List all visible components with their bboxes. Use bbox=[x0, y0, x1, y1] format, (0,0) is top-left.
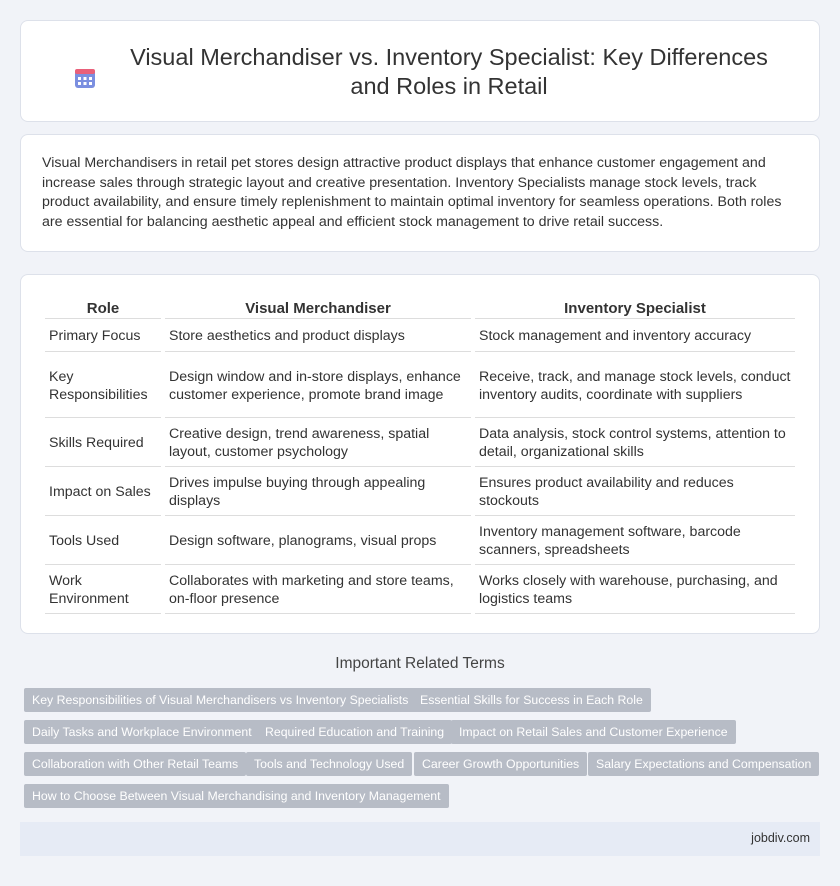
row-role-cell: Skills Required bbox=[45, 420, 161, 467]
comparison-table bbox=[41, 295, 799, 616]
table-row bbox=[45, 420, 795, 467]
page-title: Visual Merchandiser vs. Inventory Specialist: Key Differences and Roles in Retail bbox=[130, 44, 768, 99]
row-visual-merchandiser-cell: Drives impulse buying through appealing displays bbox=[165, 469, 471, 516]
row-role-cell: Tools Used bbox=[45, 518, 161, 565]
row-inventory-specialist-cell: Inventory management software, barcode scanners, spreadsheets bbox=[475, 518, 795, 565]
row-inventory-specialist-cell: Ensures product availability and reduces stockouts bbox=[475, 469, 795, 516]
related-term-tag[interactable]: Salary Expectations and Compensation bbox=[588, 752, 819, 776]
row-inventory-specialist-cell: Data analysis, stock control systems, attention to detail, organizational skills bbox=[475, 420, 795, 467]
related-term-tag[interactable]: How to Choose Between Visual Merchandising and Inventory Management bbox=[24, 784, 449, 808]
row-role-cell: Impact on Sales bbox=[45, 469, 161, 516]
related-terms-heading: Important Related Terms bbox=[335, 655, 505, 672]
header-visual-merchandiser: Visual Merchandiser bbox=[165, 297, 471, 319]
related-term-tag[interactable]: Essential Skills for Success in Each Role bbox=[412, 688, 651, 712]
table-row bbox=[45, 469, 795, 516]
related-term-tag[interactable]: Collaboration with Other Retail Teams bbox=[24, 752, 246, 776]
row-visual-merchandiser-cell: Design window and in-store displays, enhance customer experience, promote brand image bbox=[165, 354, 471, 418]
header-role: Role bbox=[45, 297, 161, 319]
related-term-tag[interactable]: Career Growth Opportunities bbox=[414, 752, 587, 776]
table-row bbox=[45, 354, 795, 418]
row-role-cell: Primary Focus bbox=[45, 321, 161, 352]
row-role-cell: Key Responsibilities bbox=[45, 354, 161, 418]
intro-card bbox=[20, 134, 820, 252]
table-header-row bbox=[45, 297, 795, 319]
row-visual-merchandiser-cell: Store aesthetics and product displays bbox=[165, 321, 471, 352]
row-visual-merchandiser-cell: Design software, planograms, visual props bbox=[165, 518, 471, 565]
related-term-tag[interactable]: Daily Tasks and Workplace Environment bbox=[24, 720, 260, 744]
row-visual-merchandiser-cell: Collaborates with marketing and store teams, on-floor presence bbox=[165, 567, 471, 614]
row-inventory-specialist-cell: Works closely with warehouse, purchasing, and logistics teams bbox=[475, 567, 795, 614]
related-term-tag[interactable]: Key Responsibilities of Visual Merchandisers vs Inventory Specialists bbox=[24, 688, 416, 712]
table-row bbox=[45, 567, 795, 614]
title-card bbox=[20, 20, 820, 122]
related-term-tag[interactable]: Required Education and Training bbox=[257, 720, 452, 744]
related-term-tag[interactable]: Tools and Technology Used bbox=[246, 752, 412, 776]
comparison-card bbox=[20, 274, 820, 634]
intro-paragraph: Visual Merchandisers in retail pet stores design attractive product displays that enhance customer engagement and increase sales through strategic layout and creative presentation. Inventory Specialists manage stock levels, track product availability, and ensure timely replenishment to maintain optimal inventory for seamless operations. Both roles are essential for balancing aesthetic appeal and efficient stock management to drive retail success. bbox=[42, 155, 782, 230]
header-inventory-specialist: Inventory Specialist bbox=[475, 297, 795, 319]
footer bbox=[20, 822, 820, 856]
footer-site-link[interactable]: jobdiv.com bbox=[751, 831, 810, 845]
row-inventory-specialist-cell: Receive, track, and manage stock levels, conduct inventory audits, coordinate with suppliers bbox=[475, 354, 795, 418]
related-term-tag[interactable]: Impact on Retail Sales and Customer Experience bbox=[451, 720, 736, 744]
calendar-icon bbox=[73, 66, 97, 90]
row-role-cell: Work Environment bbox=[45, 567, 161, 614]
table-row bbox=[45, 518, 795, 565]
table-row bbox=[45, 321, 795, 352]
row-visual-merchandiser-cell: Creative design, trend awareness, spatial layout, customer psychology bbox=[165, 420, 471, 467]
row-inventory-specialist-cell: Stock management and inventory accuracy bbox=[475, 321, 795, 352]
